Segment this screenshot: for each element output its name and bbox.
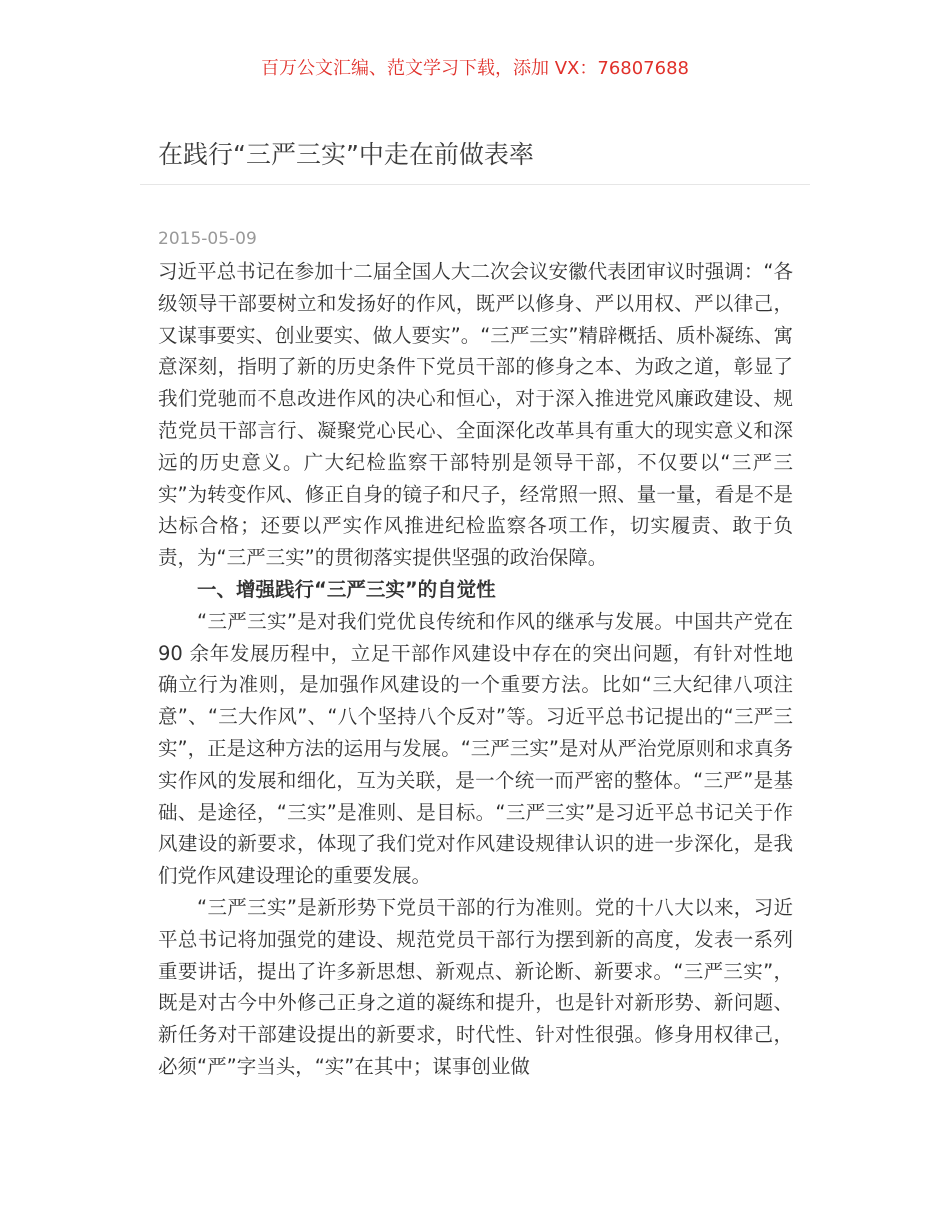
body-paragraph: “三严三实”是对我们党优良传统和作风的继承与发展。中国共产党在 90 余年发展历程中，立足干部作风建设中存在的突出问题，有针对性地确立行为准则，是加强作风建设的一个重要方法。比如“三大纪律八项注意”、“三大作风”、“八个坚持八个反对”等。习近平总书记提出的“三严三实”，正是这种方法的运用与发展。“三严三实”是对从严治党原则和求真务实作风的发展和细化，互为关联，是一个统一而严密的整体。“三严”是基础、是途径，“三实”是准则、是目标。“三严三实”是习近平总书记关于作风建设的新要求，体现了我们党对作风建设规律认识的进一步深化，是我们党作风建设理论的重要发展。 [158,609,793,888]
publish-date: 2015-05-09 [158,229,257,249]
download-banner: 百万公文汇编、范文学习下载，添加 VX：76807688 [261,58,689,79]
title-divider [140,184,810,185]
page-title: 在践行“三严三实”中走在前做表率 [158,140,534,169]
body-paragraph: “三严三实”是新形势下党员干部的行为准则。党的十八大以来，习近平总书记将加强党的建设、规范党员干部行为摆到新的高度，发表一系列重要讲话，提出了许多新思想、新观点、新论断、新要求。“三严三实”，既是对古今中外修己正身之道的凝练和提升，也是针对新形势、新问题、新任务对干部建设提出的新要求，时代性、针对性很强。修身用权律己，必须“严”字当头，“实”在其中；谋事创业做 [158,895,793,1078]
section-heading: 一、增强践行“三严三实”的自觉性 [197,577,496,601]
intro-paragraph: 习近平总书记在参加十二届全国人大二次会议安徽代表团审议时强调：“各级领导干部要树立和发扬好的作风，既严以修身、严以用权、严以律己，又谋事要实、创业要实、做人要实”。“三严三实”精辟概括、质朴凝练、寓意深刻，指明了新的历史条件下党员干部的修身之本、为政之道，彰显了我们党驰而不息改进作风的决心和恒心，对于深入推进党风廉政建设、规范党员干部言行、凝聚党心民心、全面深化改革具有重大的现实意义和深远的历史意义。广大纪检监察干部特别是领导干部，不仅要以“三严三实”为转变作风、修正自身的镜子和尺子，经常照一照、量一量，看是不是达标合格；还要以严实作风推进纪检监察各项工作，切实履责、敢于负责，为“三严三实”的贯彻落实提供坚强的政治保障。 [158,260,793,570]
article-body [158,256,793,1083]
